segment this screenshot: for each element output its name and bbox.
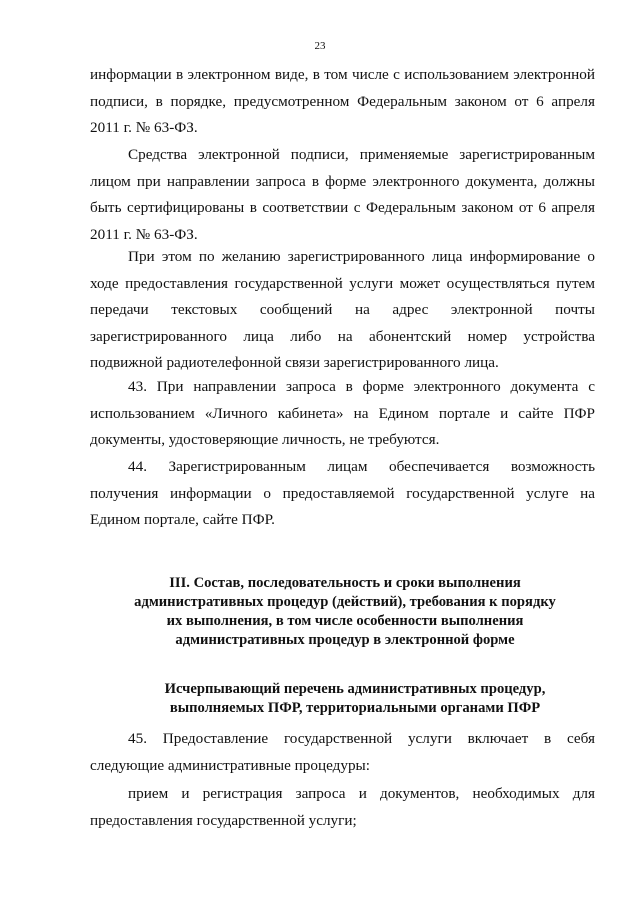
paragraph-item-44: 44. Зарегистрированным лицам обеспечивается возможность получения информации о предоставляемой государственной услуге на Едином портале, сайте ПФР. [90, 458, 595, 529]
section-heading: III. Состав, последовательность и сроки выполнения административных процедур (действий), требования к порядку их выполнения, в том числе особенности выполнения административных процедур в электронной форме [134, 575, 556, 648]
paragraph-item-43: 43. При направлении запроса в форме электронного документа с использованием «Личного кабинета» на Едином портале и сайте ПФР документы, удостоверяющие личность, не требуются. [90, 378, 595, 449]
paragraph-procedure-reception: прием и регистрация запроса и документов, необходимых для предоставления государственной услуги; [90, 785, 595, 829]
paragraph-electronic-info: информации в электронном виде, в том числе с использованием электронной подписи, в порядке, предусмотренном Федеральным законом от 6 апреля 2011 г. № 63-ФЗ. [90, 66, 595, 137]
page-number: 23 [314, 40, 326, 52]
paragraph-informing: При этом по желанию зарегистрированного лица информирование о ходе предоставления государственной услуги может осуществляться путем передачи текстовых сообщений на адрес электронной почты зарегистрированного лица либо на абонентский номер устройства подвижной радиотелефонной связи зарегистрированного лица. [90, 248, 595, 372]
subsection-heading: Исчерпывающий перечень административных процедур, выполняемых ПФР, территориальными органами ПФР [164, 681, 546, 716]
paragraph-signature-tools: Средства электронной подписи, применяемые зарегистрированным лицом при направлении запроса в форме электронного документа, должны быть сертифицированы в соответствии с Федеральным законом от 6 апреля 2011 г. № 63-ФЗ. [90, 146, 595, 243]
paragraph-item-45: 45. Предоставление государственной услуги включает в себя следующие административные процедуры: [90, 730, 595, 774]
